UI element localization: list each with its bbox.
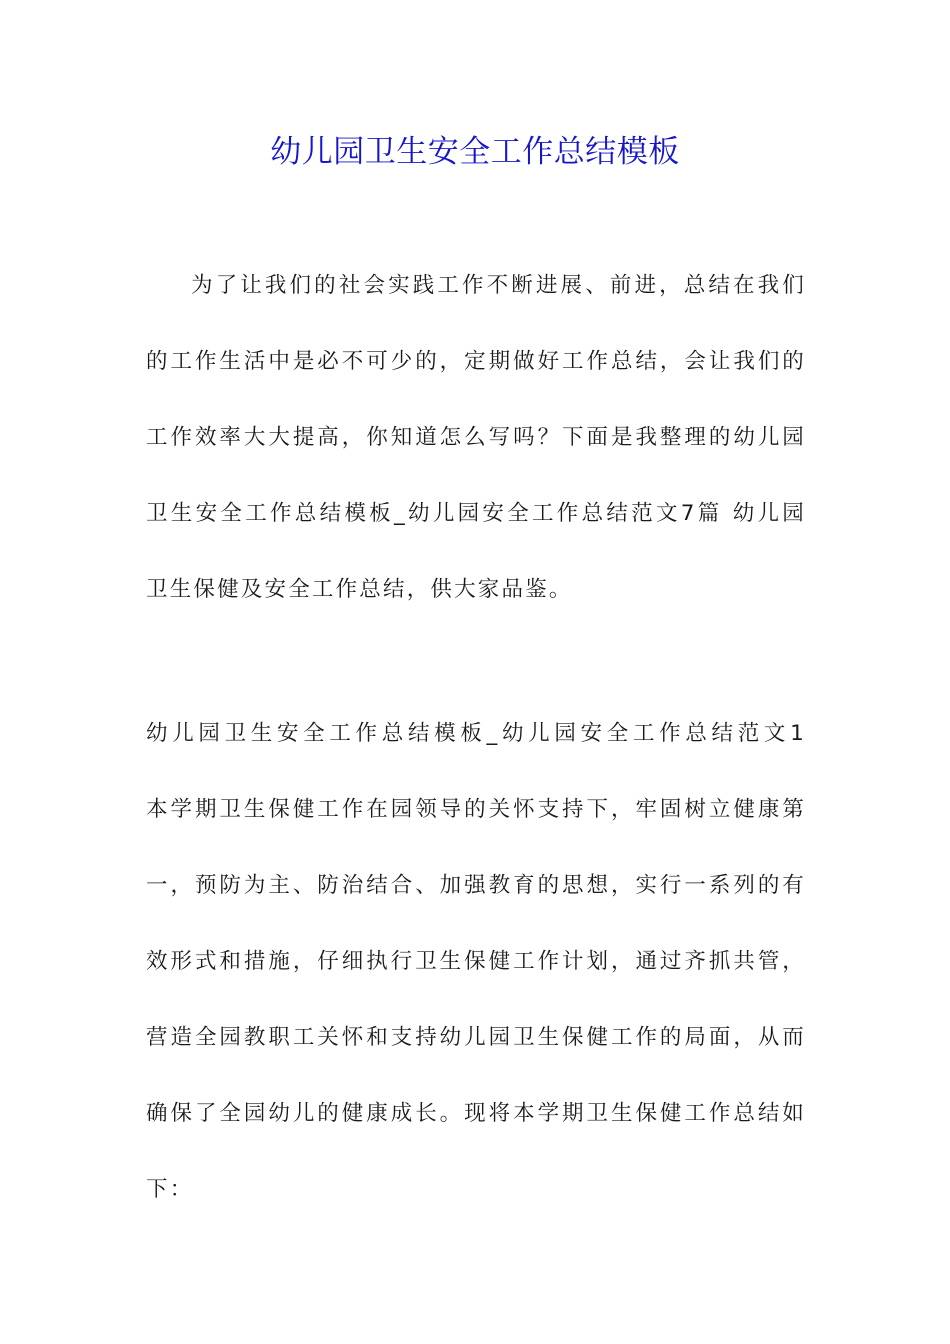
- body-line-2: 本学期卫生保健工作在园领导的关怀支持下，牢固树立健康第: [146, 797, 806, 822]
- body-line-6: 确保了全园幼儿的健康成长。现将本学期卫生保健工作总结如: [146, 1101, 806, 1126]
- document-title: 幼儿园卫生安全工作总结模板: [270, 134, 680, 170]
- body-line-5: 营造全园教职工关怀和支持幼儿园卫生保健工作的局面，从而: [146, 1025, 806, 1050]
- intro-line-4: 卫生安全工作总结模板_幼儿园安全工作总结范文7篇 幼儿园: [146, 501, 806, 526]
- body-line-7: 下：: [146, 1177, 194, 1202]
- intro-line-1: 为了让我们的社会实践工作不断进展、前进，总结在我们: [191, 273, 806, 298]
- intro-line-2: 的工作生活中是必不可少的，定期做好工作总结，会让我们的: [146, 349, 806, 374]
- intro-line-5: 卫生保健及安全工作总结，供大家品鉴。: [146, 577, 573, 602]
- body-line-4: 效形式和措施，仔细执行卫生保健工作计划，通过齐抓共管，: [146, 949, 806, 974]
- body-paragraph: [146, 696, 806, 1228]
- intro-paragraph: [146, 248, 806, 628]
- body-line-1: 幼儿园卫生安全工作总结模板_幼儿园安全工作总结范文1: [146, 721, 806, 746]
- intro-line-3: 工作效率大大提高，你知道怎么写吗？下面是我整理的幼儿园: [146, 425, 806, 450]
- body-line-3: 一，预防为主、防治结合、加强教育的思想，实行一系列的有: [146, 873, 806, 898]
